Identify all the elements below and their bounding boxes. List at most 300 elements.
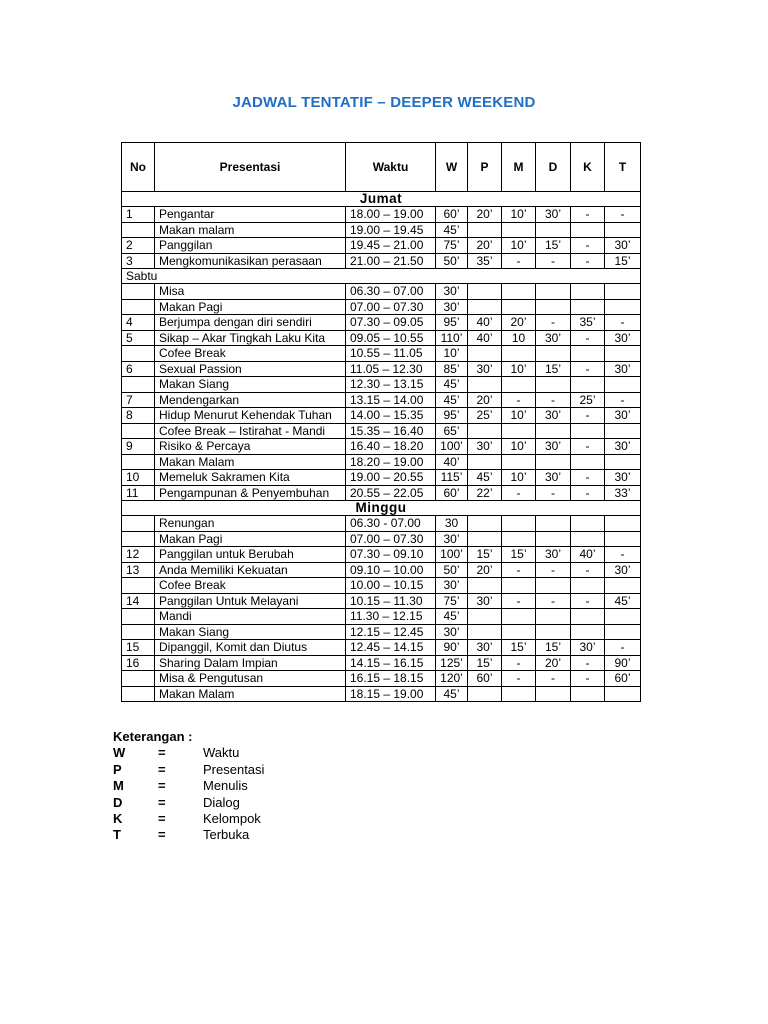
- cell-w: 75’: [436, 238, 468, 254]
- cell-t: 90’: [605, 655, 641, 671]
- cell-presentasi: Cofee Break – Istirahat - Mandi: [155, 423, 346, 439]
- cell-presentasi: Makan Siang: [155, 377, 346, 393]
- table-row: [122, 470, 641, 486]
- cell-w: 125’: [436, 655, 468, 671]
- cell-k: 35’: [571, 315, 605, 331]
- cell-presentasi: Cofee Break: [155, 578, 346, 594]
- cell-w: 40’: [436, 454, 468, 470]
- cell-t: 30’: [605, 330, 641, 346]
- cell-waktu: 21.00 – 21.50: [346, 253, 436, 269]
- cell-t: [605, 222, 641, 238]
- cell-presentasi: Cofee Break: [155, 346, 346, 362]
- table-row: [122, 578, 641, 594]
- cell-no: 1: [122, 207, 155, 223]
- cell-w: 30’: [436, 624, 468, 640]
- table-row: [122, 377, 641, 393]
- cell-k: [571, 299, 605, 315]
- cell-waktu: 07.00 – 07.30: [346, 299, 436, 315]
- cell-d: 30’: [536, 439, 571, 455]
- cell-t: 60’: [605, 671, 641, 687]
- cell-k: 30’: [571, 640, 605, 656]
- cell-waktu: 18.20 – 19.00: [346, 454, 436, 470]
- cell-k: -: [571, 655, 605, 671]
- cell-waktu: 16.15 – 18.15: [346, 671, 436, 687]
- cell-m: 10’: [502, 361, 536, 377]
- cell-t: [605, 624, 641, 640]
- cell-presentasi: Makan Malam: [155, 454, 346, 470]
- cell-m: 10’: [502, 408, 536, 424]
- cell-waktu: 18.15 – 19.00: [346, 686, 436, 702]
- cell-p: 35’: [468, 253, 502, 269]
- header-presentasi: Presentasi: [155, 143, 346, 192]
- cell-p: 15’: [468, 547, 502, 563]
- cell-presentasi: Sharing Dalam Impian: [155, 655, 346, 671]
- legend-item: [113, 761, 265, 778]
- cell-no: 6: [122, 361, 155, 377]
- cell-no: [122, 284, 155, 300]
- table-row: [122, 222, 641, 238]
- cell-d: 15’: [536, 640, 571, 656]
- cell-m: [502, 609, 536, 625]
- cell-presentasi: Panggilan untuk Berubah: [155, 547, 346, 563]
- cell-no: [122, 377, 155, 393]
- table-row: [122, 562, 641, 578]
- cell-d: -: [536, 671, 571, 687]
- legend-equals: =: [158, 745, 166, 761]
- cell-no: 10: [122, 470, 155, 486]
- cell-waktu: 10.55 – 11.05: [346, 346, 436, 362]
- cell-d: [536, 222, 571, 238]
- legend-value: Terbuka: [203, 827, 250, 843]
- cell-p: [468, 578, 502, 594]
- header-w: W: [436, 143, 468, 192]
- cell-no: 3: [122, 253, 155, 269]
- cell-d: 15’: [536, 361, 571, 377]
- cell-t: [605, 299, 641, 315]
- cell-w: 60’: [436, 207, 468, 223]
- table-row: [122, 238, 641, 254]
- cell-d: [536, 377, 571, 393]
- table-row: [122, 516, 641, 532]
- cell-no: 7: [122, 392, 155, 408]
- cell-waktu: 19.00 – 19.45: [346, 222, 436, 238]
- cell-no: [122, 609, 155, 625]
- cell-p: 20’: [468, 207, 502, 223]
- legend-item: [113, 827, 250, 843]
- cell-no: [122, 686, 155, 702]
- cell-p: [468, 516, 502, 532]
- day-label: Sabtu: [122, 269, 641, 284]
- cell-p: 60’: [468, 671, 502, 687]
- cell-waktu: 13.15 – 14.00: [346, 392, 436, 408]
- cell-presentasi: Hidup Menurut Kehendak Tuhan: [155, 408, 346, 424]
- cell-no: 9: [122, 439, 155, 455]
- cell-d: [536, 686, 571, 702]
- cell-k: -: [571, 562, 605, 578]
- cell-k: -: [571, 253, 605, 269]
- cell-k: [571, 609, 605, 625]
- cell-no: 4: [122, 315, 155, 331]
- header-t: T: [605, 143, 641, 192]
- cell-no: 2: [122, 238, 155, 254]
- cell-t: [605, 686, 641, 702]
- cell-waktu: 07.30 – 09.05: [346, 315, 436, 331]
- legend-item: [113, 794, 240, 811]
- table-row: [122, 315, 641, 331]
- cell-t: 30’: [605, 238, 641, 254]
- cell-w: 30’: [436, 578, 468, 594]
- legend-equals: =: [158, 761, 166, 777]
- cell-p: 30’: [468, 439, 502, 455]
- cell-t: -: [605, 207, 641, 223]
- cell-w: 50’: [436, 253, 468, 269]
- cell-m: [502, 516, 536, 532]
- cell-m: [502, 578, 536, 594]
- legend-key: K: [113, 810, 123, 826]
- cell-d: 30’: [536, 470, 571, 486]
- cell-presentasi: Sikap – Akar Tingkah Laku Kita: [155, 330, 346, 346]
- cell-presentasi: Makan Pagi: [155, 531, 346, 547]
- cell-waktu: 06.30 - 07.00: [346, 516, 436, 532]
- cell-t: 15’: [605, 253, 641, 269]
- cell-k: [571, 423, 605, 439]
- cell-p: [468, 686, 502, 702]
- legend-key: D: [113, 794, 123, 810]
- cell-d: [536, 624, 571, 640]
- cell-k: 40’: [571, 547, 605, 563]
- cell-d: -: [536, 593, 571, 609]
- cell-w: 95’: [436, 315, 468, 331]
- cell-p: [468, 454, 502, 470]
- cell-t: 30’: [605, 562, 641, 578]
- cell-k: [571, 284, 605, 300]
- cell-k: -: [571, 207, 605, 223]
- cell-presentasi: Pengantar: [155, 207, 346, 223]
- cell-no: 15: [122, 640, 155, 656]
- cell-waktu: 12.45 – 14.15: [346, 640, 436, 656]
- cell-d: [536, 454, 571, 470]
- cell-t: [605, 531, 641, 547]
- cell-presentasi: Panggilan: [155, 238, 346, 254]
- cell-waktu: 12.30 – 13.15: [346, 377, 436, 393]
- cell-w: 115’: [436, 470, 468, 486]
- legend-value: Kelompok: [203, 810, 261, 826]
- table-row: [122, 531, 641, 547]
- table-row: [122, 361, 641, 377]
- cell-w: 65’: [436, 423, 468, 439]
- cell-k: [571, 377, 605, 393]
- cell-m: [502, 686, 536, 702]
- cell-t: 30’: [605, 408, 641, 424]
- cell-presentasi: Misa: [155, 284, 346, 300]
- cell-d: [536, 516, 571, 532]
- cell-p: [468, 284, 502, 300]
- cell-t: 33’: [605, 485, 641, 501]
- legend-value: Dialog: [203, 794, 240, 810]
- cell-d: -: [536, 392, 571, 408]
- cell-k: -: [571, 330, 605, 346]
- cell-t: [605, 609, 641, 625]
- table-row: [122, 609, 641, 625]
- page-title: JADWAL TENTATIF – DEEPER WEEKEND: [232, 94, 536, 111]
- cell-d: 30’: [536, 547, 571, 563]
- cell-t: 45’: [605, 593, 641, 609]
- cell-no: [122, 454, 155, 470]
- legend-equals: =: [158, 778, 166, 794]
- legend-key: M: [113, 778, 124, 794]
- cell-w: 110’: [436, 330, 468, 346]
- cell-k: [571, 531, 605, 547]
- cell-presentasi: Sexual Passion: [155, 361, 346, 377]
- schedule-table: [121, 142, 641, 702]
- section-label: Minggu: [122, 501, 641, 516]
- cell-w: 95’: [436, 408, 468, 424]
- cell-w: 50’: [436, 562, 468, 578]
- cell-t: -: [605, 547, 641, 563]
- table-row: [122, 624, 641, 640]
- legend-heading: Keterangan :: [113, 729, 193, 744]
- cell-d: [536, 299, 571, 315]
- cell-m: 15’: [502, 547, 536, 563]
- table-header-row: [122, 143, 641, 192]
- cell-p: 40’: [468, 330, 502, 346]
- cell-m: 10’: [502, 207, 536, 223]
- cell-waktu: 19.00 – 20.55: [346, 470, 436, 486]
- cell-p: [468, 377, 502, 393]
- cell-p: 22’: [468, 485, 502, 501]
- legend-list: [113, 745, 265, 843]
- cell-waktu: 07.30 – 09.10: [346, 547, 436, 563]
- cell-no: 8: [122, 408, 155, 424]
- cell-w: 60’: [436, 485, 468, 501]
- cell-presentasi: Memeluk Sakramen Kita: [155, 470, 346, 486]
- cell-w: 75’: [436, 593, 468, 609]
- legend-value: Menulis: [203, 778, 248, 794]
- cell-waktu: 14.00 – 15.35: [346, 408, 436, 424]
- cell-no: [122, 423, 155, 439]
- cell-m: [502, 346, 536, 362]
- cell-k: [571, 624, 605, 640]
- cell-d: [536, 531, 571, 547]
- table-row: [122, 299, 641, 315]
- cell-p: 20’: [468, 238, 502, 254]
- cell-d: [536, 423, 571, 439]
- legend-equals: =: [158, 794, 166, 810]
- cell-d: 30’: [536, 330, 571, 346]
- cell-presentasi: Pengampunan & Penyembuhan: [155, 485, 346, 501]
- cell-t: [605, 346, 641, 362]
- cell-waktu: 10.15 – 11.30: [346, 593, 436, 609]
- cell-k: 25’: [571, 392, 605, 408]
- cell-d: [536, 284, 571, 300]
- table-row: [122, 284, 641, 300]
- table-row: [122, 655, 641, 671]
- cell-m: [502, 222, 536, 238]
- table-row: [122, 671, 641, 687]
- legend-key: T: [113, 827, 121, 843]
- cell-w: 30’: [436, 531, 468, 547]
- cell-d: -: [536, 562, 571, 578]
- cell-d: 30’: [536, 408, 571, 424]
- cell-p: 20’: [468, 562, 502, 578]
- cell-k: -: [571, 485, 605, 501]
- cell-t: [605, 284, 641, 300]
- header-k: K: [571, 143, 605, 192]
- cell-k: [571, 516, 605, 532]
- table-row: [122, 408, 641, 424]
- cell-no: [122, 671, 155, 687]
- cell-m: -: [502, 593, 536, 609]
- cell-m: [502, 423, 536, 439]
- cell-p: [468, 609, 502, 625]
- cell-d: 30’: [536, 207, 571, 223]
- cell-presentasi: Mandi: [155, 609, 346, 625]
- cell-t: 30’: [605, 439, 641, 455]
- cell-k: [571, 578, 605, 594]
- cell-w: 120’: [436, 671, 468, 687]
- schedule-body: [122, 192, 641, 702]
- table-row: [122, 547, 641, 563]
- cell-w: 10’: [436, 346, 468, 362]
- header-p: P: [468, 143, 502, 192]
- cell-w: 30’: [436, 299, 468, 315]
- cell-t: -: [605, 640, 641, 656]
- cell-t: [605, 578, 641, 594]
- cell-k: -: [571, 238, 605, 254]
- cell-t: -: [605, 315, 641, 331]
- cell-waktu: 20.55 – 22.05: [346, 485, 436, 501]
- cell-m: [502, 377, 536, 393]
- cell-m: 15’: [502, 640, 536, 656]
- cell-k: -: [571, 361, 605, 377]
- cell-w: 45’: [436, 222, 468, 238]
- section-row: [122, 501, 641, 516]
- header-m: M: [502, 143, 536, 192]
- table-row: [122, 640, 641, 656]
- cell-w: 100’: [436, 547, 468, 563]
- table-row: [122, 346, 641, 362]
- cell-presentasi: Risiko & Percaya: [155, 439, 346, 455]
- cell-p: 30’: [468, 640, 502, 656]
- cell-no: 16: [122, 655, 155, 671]
- cell-d: 20’: [536, 655, 571, 671]
- cell-p: [468, 423, 502, 439]
- cell-no: 11: [122, 485, 155, 501]
- cell-waktu: 19.45 – 21.00: [346, 238, 436, 254]
- cell-w: 90’: [436, 640, 468, 656]
- cell-presentasi: Panggilan Untuk Melayani: [155, 593, 346, 609]
- cell-presentasi: Berjumpa dengan diri sendiri: [155, 315, 346, 331]
- cell-p: 45’: [468, 470, 502, 486]
- cell-no: [122, 222, 155, 238]
- cell-w: 45’: [436, 377, 468, 393]
- cell-k: -: [571, 671, 605, 687]
- cell-m: [502, 624, 536, 640]
- table-row: [122, 207, 641, 223]
- legend-equals: =: [158, 810, 166, 826]
- cell-p: 20’: [468, 392, 502, 408]
- cell-d: [536, 346, 571, 362]
- cell-d: -: [536, 485, 571, 501]
- cell-presentasi: Makan Siang: [155, 624, 346, 640]
- cell-t: [605, 454, 641, 470]
- cell-t: 30’: [605, 361, 641, 377]
- cell-w: 30: [436, 516, 468, 532]
- cell-m: 20’: [502, 315, 536, 331]
- cell-presentasi: Misa & Pengutusan: [155, 671, 346, 687]
- cell-k: -: [571, 470, 605, 486]
- cell-no: [122, 516, 155, 532]
- legend-key: P: [113, 761, 122, 777]
- cell-m: [502, 299, 536, 315]
- cell-m: -: [502, 671, 536, 687]
- cell-p: 25’: [468, 408, 502, 424]
- section-label: Jumat: [122, 192, 641, 207]
- cell-t: [605, 516, 641, 532]
- cell-w: 45’: [436, 609, 468, 625]
- cell-m: -: [502, 392, 536, 408]
- cell-waktu: 09.05 – 10.55: [346, 330, 436, 346]
- cell-m: -: [502, 562, 536, 578]
- cell-m: -: [502, 485, 536, 501]
- cell-no: 12: [122, 547, 155, 563]
- cell-k: [571, 346, 605, 362]
- cell-waktu: 09.10 – 10.00: [346, 562, 436, 578]
- cell-presentasi: Makan Pagi: [155, 299, 346, 315]
- table-row: [122, 593, 641, 609]
- cell-no: 14: [122, 593, 155, 609]
- cell-presentasi: Makan malam: [155, 222, 346, 238]
- section-row: [122, 192, 641, 207]
- cell-presentasi: Renungan: [155, 516, 346, 532]
- legend-item: [113, 810, 261, 827]
- day-row: [122, 269, 641, 284]
- cell-t: -: [605, 392, 641, 408]
- cell-m: 10’: [502, 238, 536, 254]
- cell-presentasi: Dipanggil, Komit dan Diutus: [155, 640, 346, 656]
- cell-waktu: 14.15 – 16.15: [346, 655, 436, 671]
- cell-waktu: 18.00 – 19.00: [346, 207, 436, 223]
- cell-m: [502, 531, 536, 547]
- table-row: [122, 392, 641, 408]
- cell-w: 45’: [436, 392, 468, 408]
- legend-equals: =: [158, 827, 166, 843]
- cell-waktu: 10.00 – 10.15: [346, 578, 436, 594]
- cell-t: [605, 377, 641, 393]
- header-waktu: Waktu: [346, 143, 436, 192]
- cell-d: [536, 609, 571, 625]
- cell-p: [468, 624, 502, 640]
- table-row: [122, 686, 641, 702]
- header-no: No: [122, 143, 155, 192]
- cell-w: 30’: [436, 284, 468, 300]
- cell-waktu: 11.30 – 12.15: [346, 609, 436, 625]
- cell-m: 10’: [502, 470, 536, 486]
- cell-waktu: 16.40 – 18.20: [346, 439, 436, 455]
- cell-no: [122, 531, 155, 547]
- cell-k: -: [571, 593, 605, 609]
- legend: [113, 729, 265, 844]
- cell-m: 10’: [502, 439, 536, 455]
- cell-presentasi: Anda Memiliki Kekuatan: [155, 562, 346, 578]
- cell-no: [122, 346, 155, 362]
- legend-item: [113, 778, 248, 794]
- cell-p: 15’: [468, 655, 502, 671]
- cell-waktu: 12.15 – 12.45: [346, 624, 436, 640]
- cell-waktu: 07.00 – 07.30: [346, 531, 436, 547]
- cell-p: [468, 346, 502, 362]
- cell-k: -: [571, 439, 605, 455]
